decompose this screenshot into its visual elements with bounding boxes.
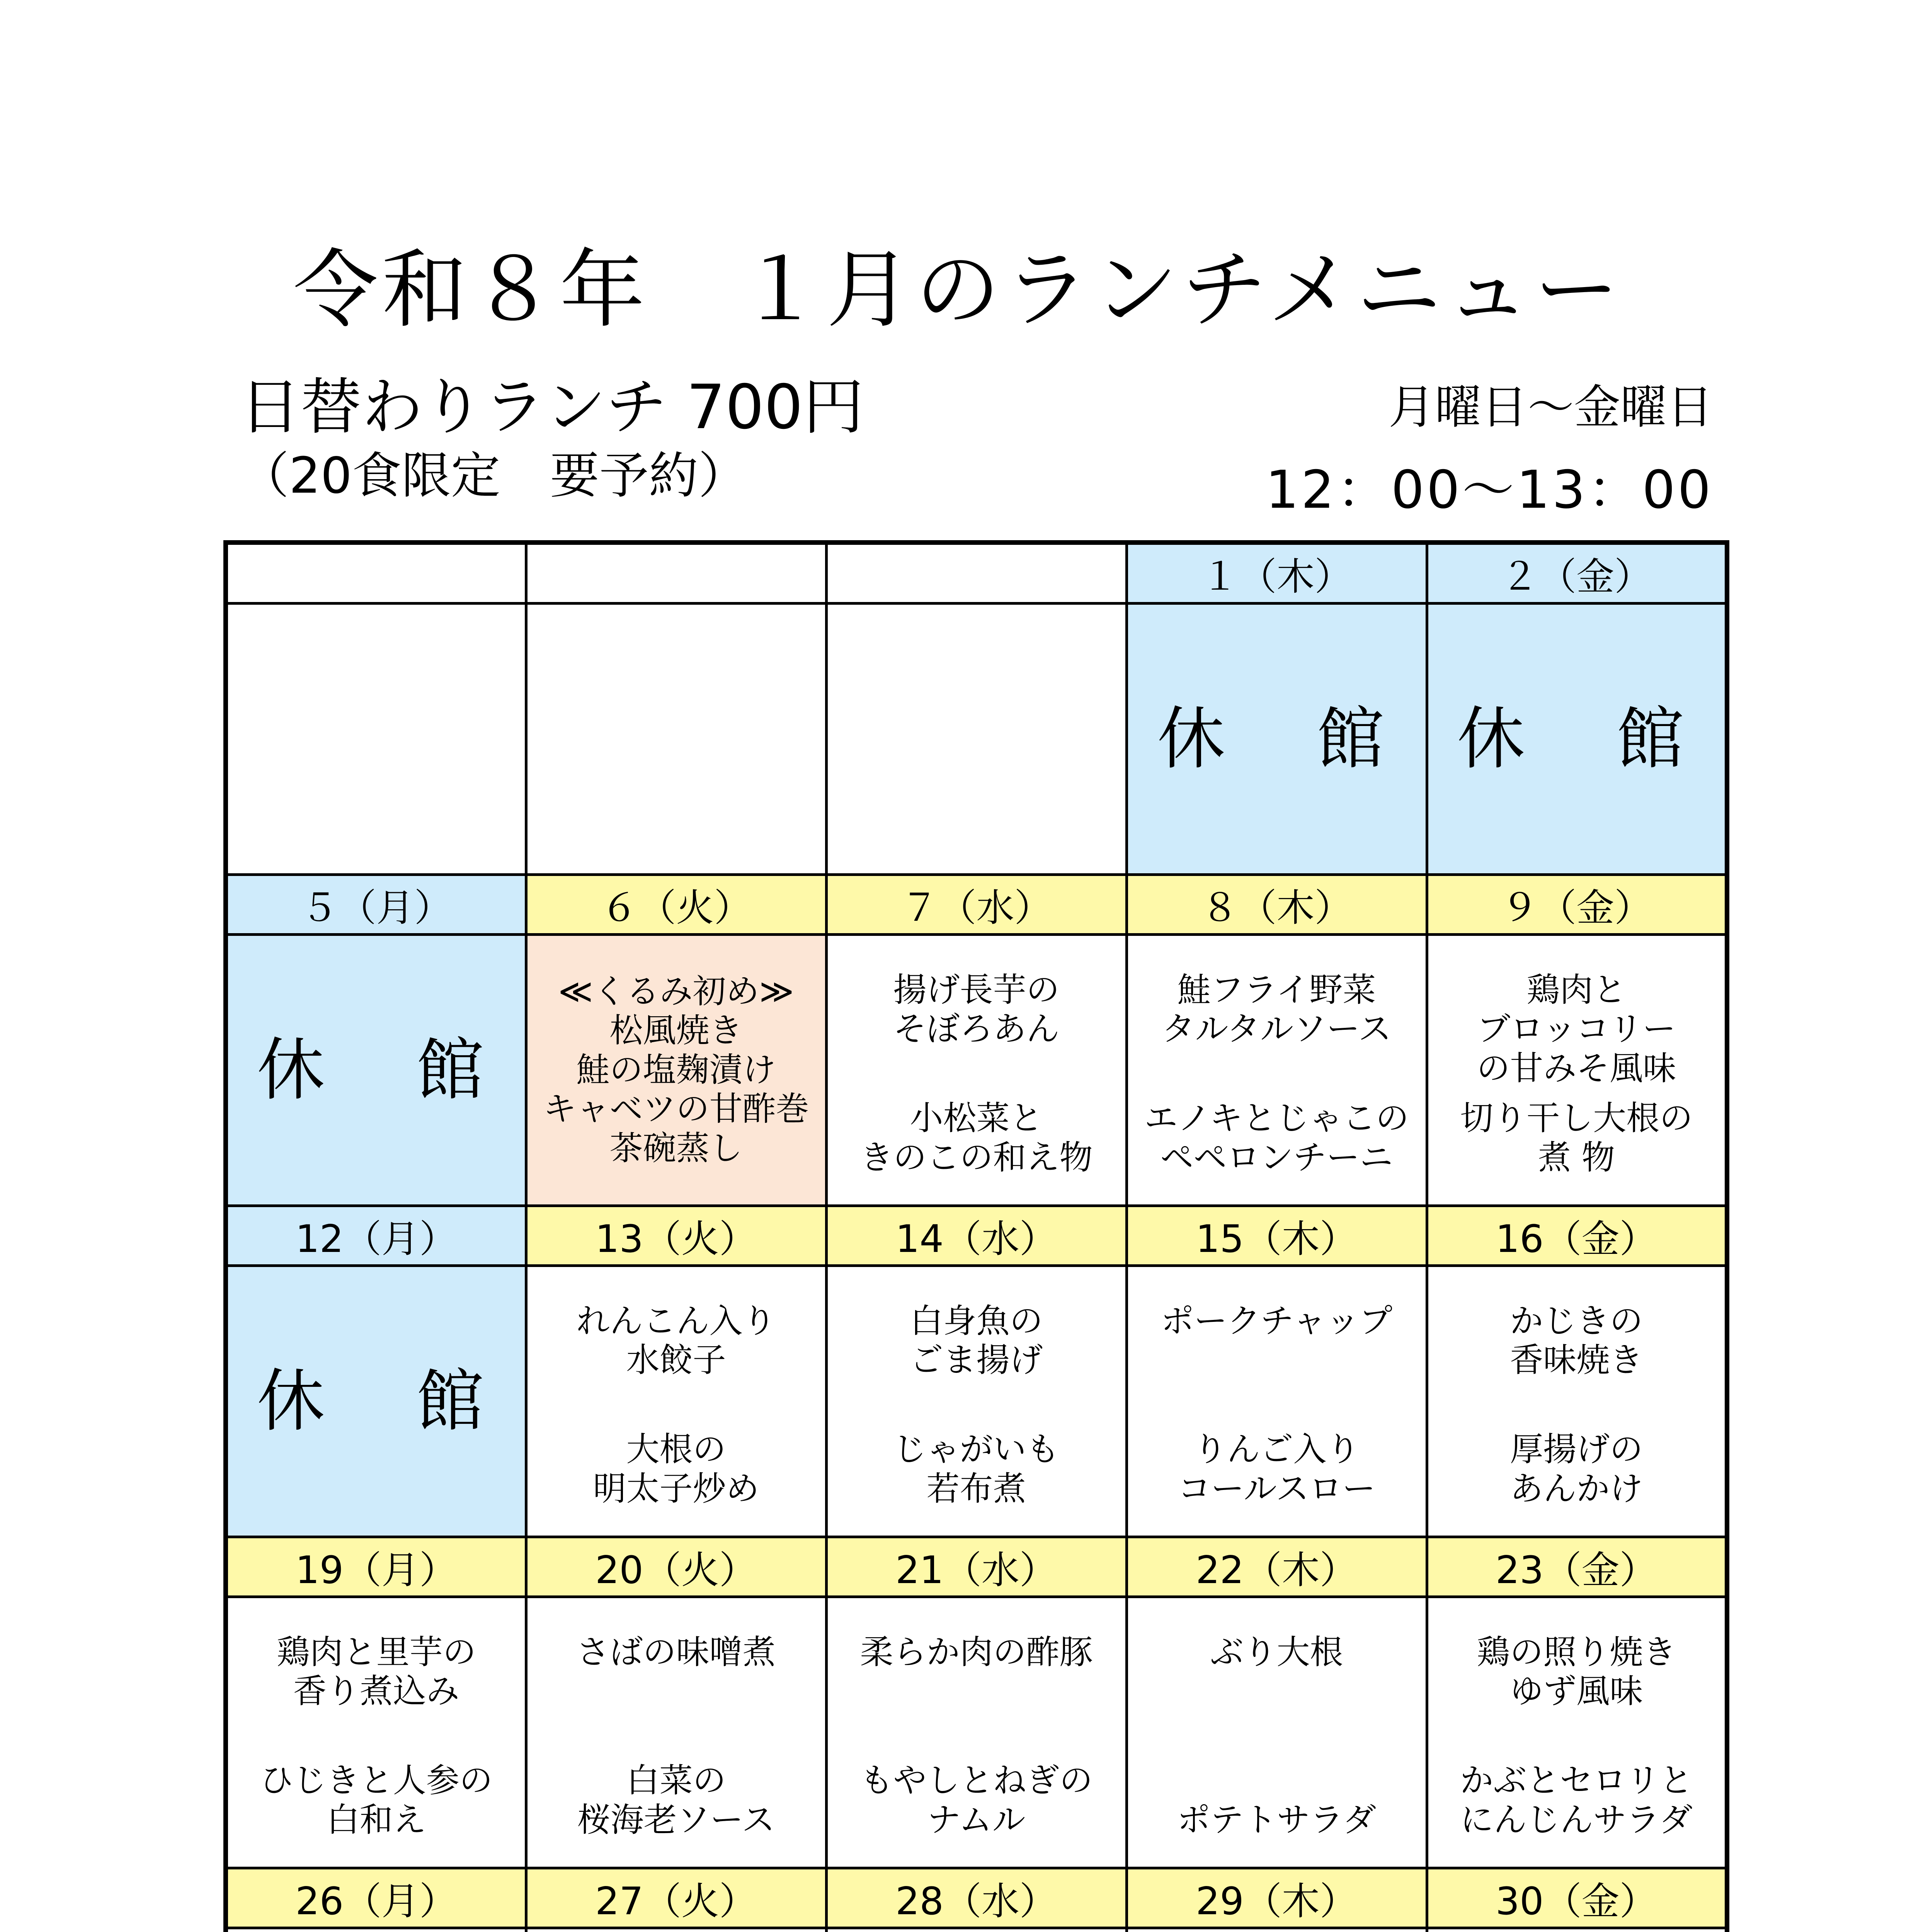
menu-row bbox=[226, 935, 1727, 1206]
date-header: 16（金） bbox=[1427, 1206, 1727, 1266]
date-header: 20（火） bbox=[526, 1537, 826, 1597]
date-header: 15（木） bbox=[1126, 1206, 1427, 1266]
side-dish: 厚揚げの あんかけ bbox=[1510, 1430, 1643, 1508]
date-header: 29（木） bbox=[1126, 1868, 1427, 1928]
side-dish: 白菜の 桜海老ソース bbox=[577, 1761, 775, 1839]
date-header: ７（水） bbox=[826, 875, 1126, 935]
date-header: ２（金） bbox=[1427, 543, 1727, 604]
menu-row bbox=[226, 1266, 1727, 1537]
closed-cell: 休 館 bbox=[1427, 604, 1727, 875]
side-dish: りんご入り コールスロー bbox=[1178, 1430, 1376, 1508]
main-dish: ぶり大根 bbox=[1210, 1633, 1343, 1672]
main-dish: 鶏の照り焼き ゆず風味 bbox=[1477, 1633, 1676, 1711]
date-header bbox=[826, 543, 1126, 604]
menu-cell bbox=[1126, 1928, 1427, 1932]
menu-cell bbox=[826, 1928, 1126, 1932]
closed-cell: 休 館 bbox=[226, 1266, 526, 1537]
menu-cell bbox=[1427, 1266, 1727, 1537]
side-dish: ポテトサラダ bbox=[1177, 1800, 1377, 1839]
side-dish: 小松菜と きのこの和え物 bbox=[860, 1099, 1093, 1177]
special-menu-text: ≪くるみ初め≫ 松風焼き 鮭の塩麹漬け キャベツの甘酢巻 茶碗蒸し bbox=[543, 972, 809, 1168]
main-dish: さばの味噌煮 bbox=[576, 1633, 776, 1672]
main-dish: かじきの 香味焼き bbox=[1510, 1302, 1643, 1380]
date-header-row bbox=[226, 1206, 1727, 1266]
menu-cell bbox=[1427, 1928, 1727, 1932]
date-header: 19（月） bbox=[226, 1537, 526, 1597]
date-header: 22（木） bbox=[1126, 1537, 1427, 1597]
date-header: 23（金） bbox=[1427, 1537, 1727, 1597]
menu-cell bbox=[826, 1597, 1126, 1868]
side-dish: 大根の 明太子炒め bbox=[593, 1430, 759, 1508]
date-header: 14（水） bbox=[826, 1206, 1126, 1266]
closed-cell: 休 館 bbox=[226, 935, 526, 1206]
date-header: ９（金） bbox=[1427, 875, 1727, 935]
menu-cell bbox=[526, 1597, 826, 1868]
menu-cell bbox=[1126, 935, 1427, 1206]
date-header: １（木） bbox=[1126, 543, 1427, 604]
date-header-row bbox=[226, 1537, 1727, 1597]
menu-calendar-table bbox=[223, 540, 1729, 1932]
menu-cell bbox=[526, 604, 826, 875]
menu-cell bbox=[526, 1928, 826, 1932]
menu-cell bbox=[226, 1928, 526, 1932]
main-dish: 鮭フライ野菜 タルタルソース bbox=[1162, 971, 1392, 1049]
side-dish: かぶとセロリと にんじんサラダ bbox=[1460, 1761, 1693, 1839]
menu-cell bbox=[1126, 1597, 1427, 1868]
menu-cell bbox=[1126, 1266, 1427, 1537]
date-header bbox=[526, 543, 826, 604]
lunch-limit-note: （20食限定 要予約） bbox=[240, 447, 748, 505]
date-header: 28（水） bbox=[826, 1868, 1126, 1928]
menu-cell bbox=[526, 1266, 826, 1537]
menu-cell bbox=[826, 935, 1126, 1206]
main-dish: 鶏肉と ブロッコリー の甘みそ風味 bbox=[1477, 971, 1676, 1088]
side-dish: ひじきと人参の 白和え bbox=[260, 1761, 493, 1839]
date-header bbox=[226, 543, 526, 604]
side-dish: じゃがいも 若布煮 bbox=[893, 1430, 1060, 1508]
page-title: 令和８年 １月のランチメニュー bbox=[293, 240, 1623, 339]
menu-cell bbox=[226, 604, 526, 875]
main-dish: れんこん入り 水餃子 bbox=[576, 1302, 776, 1380]
menu-cell bbox=[826, 604, 1126, 875]
main-dish: 揚げ長芋の そぼろあん bbox=[893, 971, 1060, 1049]
service-days: 月曜日～金曜日 bbox=[1389, 381, 1713, 434]
date-header: ５（月） bbox=[226, 875, 526, 935]
menu-cell bbox=[1427, 1597, 1727, 1868]
date-header-row bbox=[226, 1868, 1727, 1928]
menu-row bbox=[226, 604, 1727, 875]
date-header: 12（月） bbox=[226, 1206, 526, 1266]
date-header: 30（金） bbox=[1427, 1868, 1727, 1928]
service-hours: 12：00～13：00 bbox=[1265, 459, 1713, 520]
menu-cell bbox=[226, 1597, 526, 1868]
menu-row bbox=[226, 1928, 1727, 1932]
side-dish: もやしとねぎの ナムル bbox=[860, 1761, 1093, 1839]
main-dish: ポークチャップ bbox=[1160, 1302, 1393, 1340]
main-dish: 白身魚の ごま揚げ bbox=[910, 1302, 1043, 1380]
side-dish: 切り干し大根の 煮 物 bbox=[1460, 1099, 1693, 1177]
main-dish: 鶏肉と里芋の 香り煮込み bbox=[276, 1633, 476, 1711]
date-header: ６（火） bbox=[526, 875, 826, 935]
date-header: 27（火） bbox=[526, 1868, 826, 1928]
lunch-name: 日替わりランチ 700円 bbox=[240, 372, 864, 443]
menu-row bbox=[226, 1597, 1727, 1868]
date-header: 13（火） bbox=[526, 1206, 826, 1266]
closed-cell: 休 館 bbox=[1126, 604, 1427, 875]
special-menu-cell bbox=[526, 935, 826, 1206]
date-header-row bbox=[226, 543, 1727, 604]
date-header: 21（水） bbox=[826, 1537, 1126, 1597]
side-dish: エノキとじゃこの ペペロンチーニ bbox=[1144, 1099, 1409, 1177]
date-header: 26（月） bbox=[226, 1868, 526, 1928]
menu-cell bbox=[1427, 935, 1727, 1206]
menu-cell bbox=[826, 1266, 1126, 1537]
date-header: ８（木） bbox=[1126, 875, 1427, 935]
main-dish: 柔らか肉の酢豚 bbox=[860, 1633, 1093, 1672]
date-header-row bbox=[226, 875, 1727, 935]
